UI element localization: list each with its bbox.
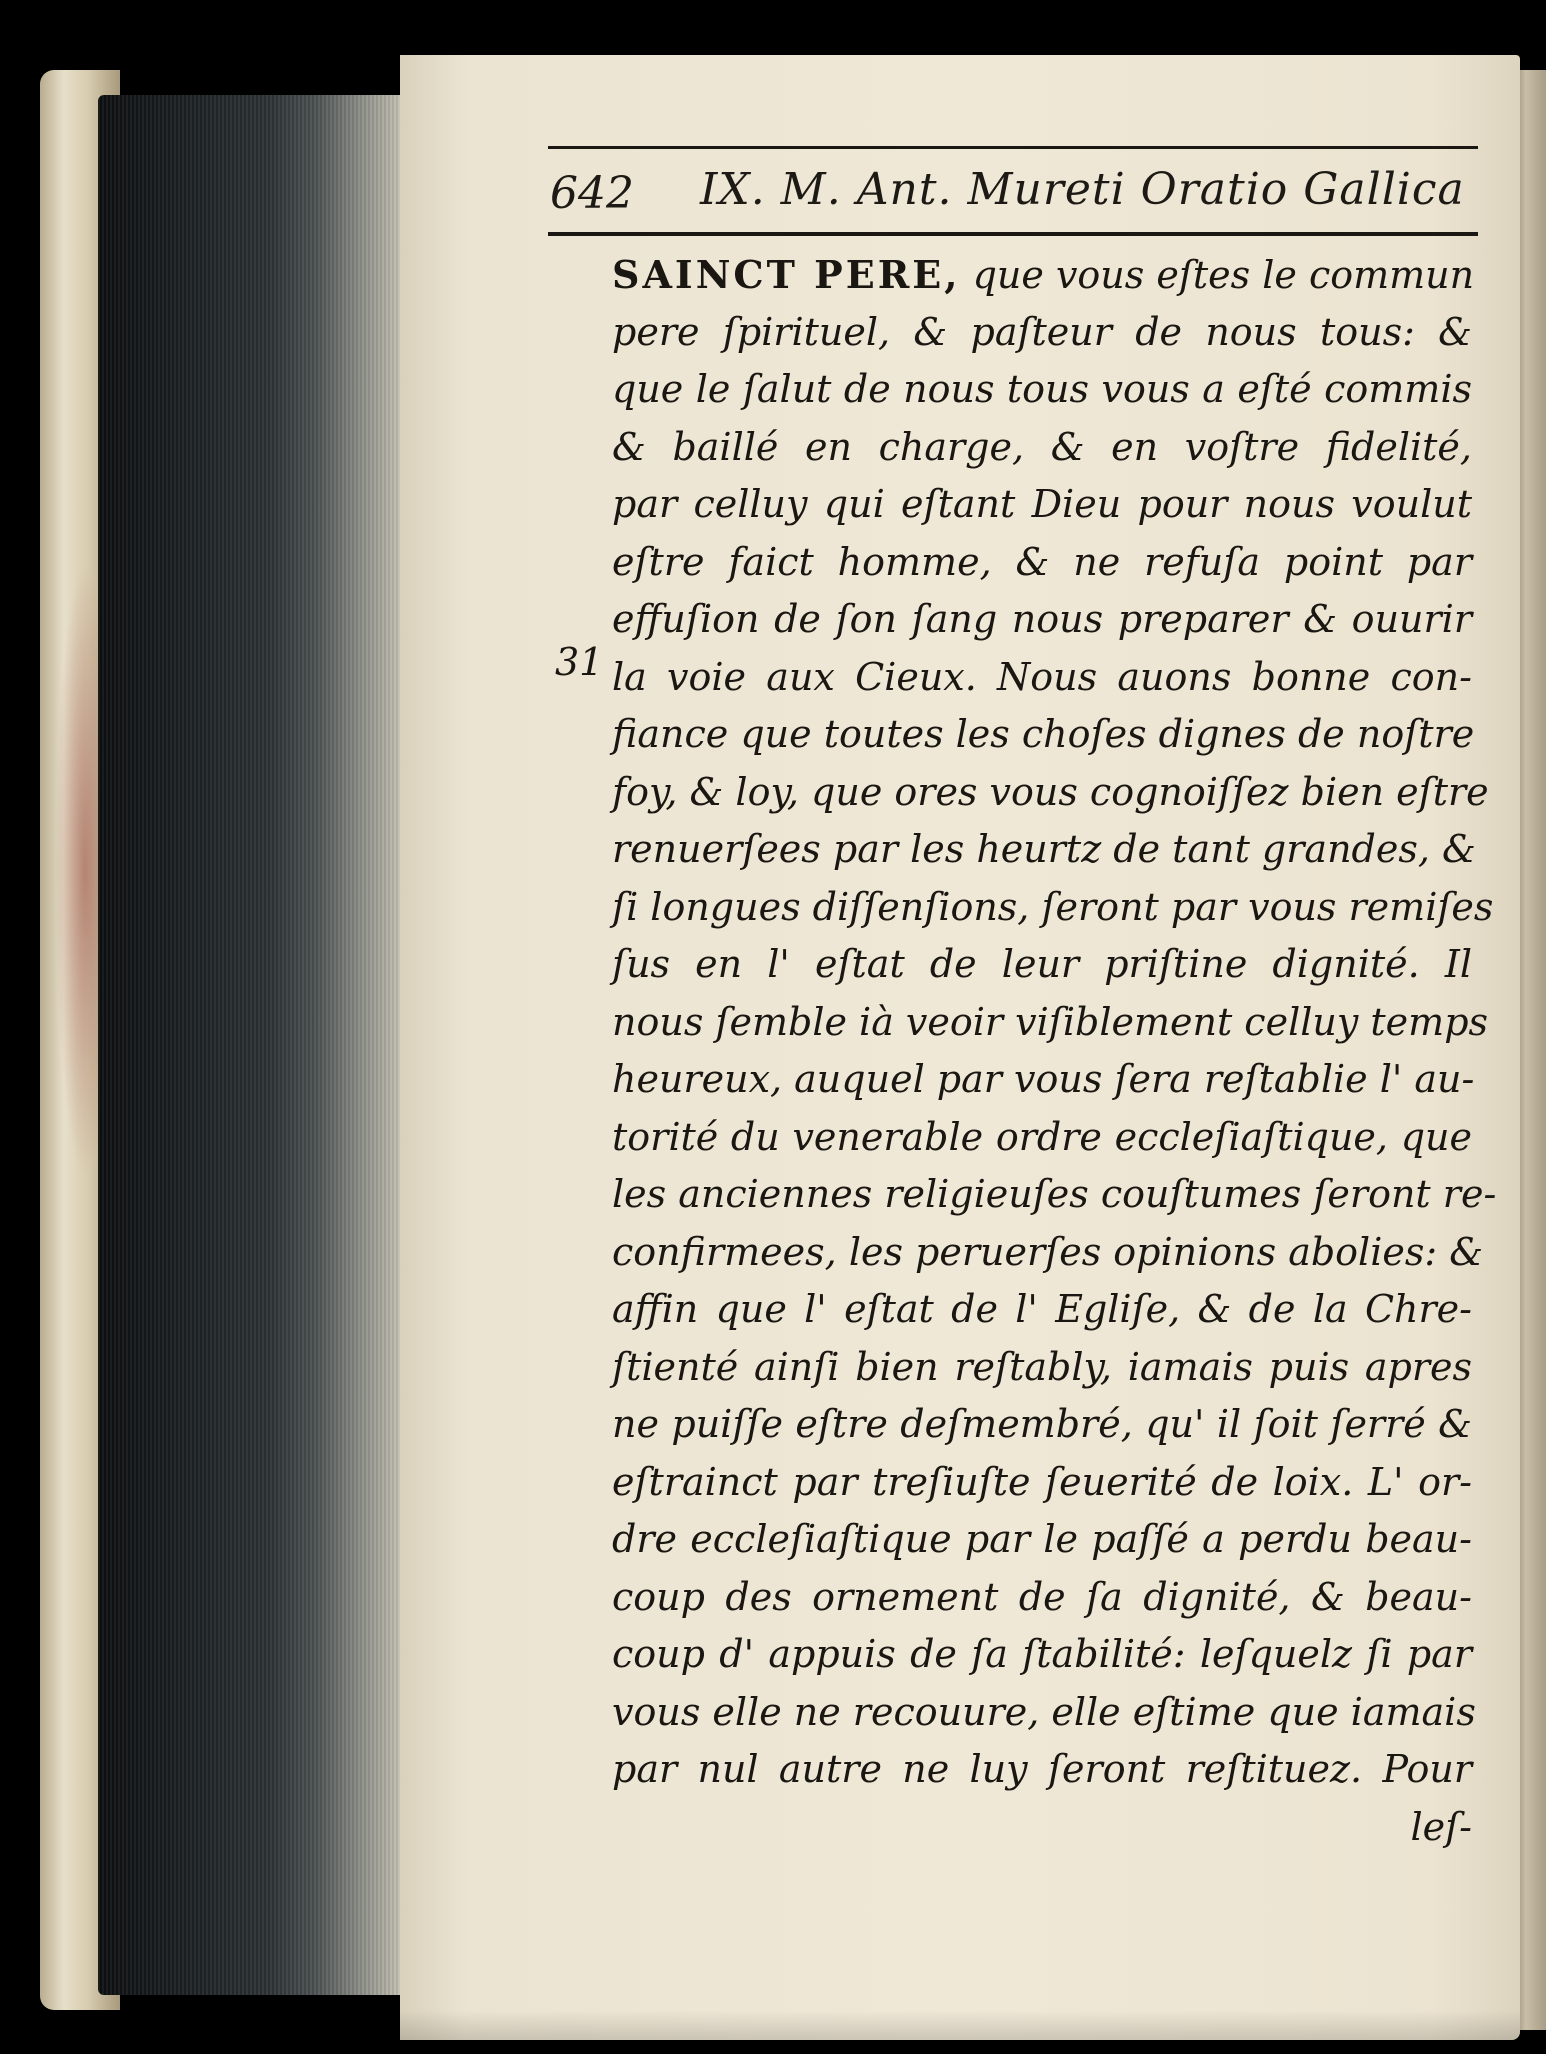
text-line: & baillé en charge, & en voſtre fidelité, <box>612 424 1472 469</box>
text-line: renuerſees par les heurtz de tant grandes, & <box>612 827 1476 871</box>
text-line: coup d' appuis de ſa ſtabilité: leſquelz ſi par <box>612 1632 1472 1676</box>
text-line: nous ſemble ià veoir viſiblement celluy temps <box>612 999 1489 1044</box>
text-line: eſtrainct par treſiuſte ſeuerité de loix. L' or- <box>612 1459 1472 1504</box>
header-rule-bottom <box>548 232 1478 236</box>
text-line: coup des ornement de ſa dignité, & beau- <box>612 1574 1472 1619</box>
text-line: heureux, auquel par vous ſera reſtablie l' au- <box>612 1057 1475 1101</box>
body-text <box>612 246 1497 1856</box>
text-line: ne puiſſe eſtre deſmembré, qu' il ſoit ſerré & <box>612 1402 1472 1446</box>
catchword: leſ- <box>1410 1804 1472 1849</box>
text-line: les anciennes religieuſes couſtumes ſeront re- <box>612 1172 1497 1216</box>
text-line: pere ſpirituel, & paſteur de nous tous: & <box>612 309 1472 354</box>
text-line: la voie aux Cieux. Nous auons bonne con- <box>612 654 1472 699</box>
text-line: torité du venerable ordre eccleſiaſtique, que <box>612 1114 1472 1159</box>
page-number: 642 <box>550 168 634 219</box>
running-head: IX. M. Ant. Mureti Oratio Gallica <box>700 164 1465 215</box>
text-line: eſtre faict homme, & ne refuſa point par <box>612 539 1472 584</box>
text-line: confirmees, les peruerſes opinions abolies: & <box>612 1229 1484 1274</box>
text-line: dre eccleſiaſtique par le paſſé a perdu beau- <box>612 1517 1472 1561</box>
text-line: effuſion de ſon ſang nous preparer & ouurir <box>612 597 1472 641</box>
text-line: affin que l' eſtat de l' Egliſe, & de la Chre- <box>612 1287 1472 1331</box>
header-rule-top <box>548 146 1478 149</box>
small-caps-lead: SAINCT PERE, <box>612 252 961 297</box>
text-line: par nul autre ne luy ſeront reſtituez. Pour <box>612 1747 1472 1791</box>
marginal-number: 31 <box>555 640 604 684</box>
page-shadow <box>400 2010 1520 2040</box>
text-line: vous elle ne recouure, elle eſtime que iamais <box>612 1689 1476 1734</box>
text-line: SAINCT PERE, que vous eſtes le commun <box>612 252 1475 297</box>
text-line: ſus en l' eſtat de leur priſtine dignité. Il <box>612 942 1472 986</box>
text-line: par celluy qui eſtant Dieu pour nous voulut <box>612 482 1472 526</box>
page-edges <box>98 95 408 1995</box>
text-line: fiance que toutes les choſes dignes de noſtre <box>612 712 1475 756</box>
text-line: ſtienté ainſi bien reſtably, iamais puis apres <box>612 1344 1472 1389</box>
text-line: ſi longues diſſenſions, ſeront par vous remiſes <box>612 884 1494 929</box>
text-line: foy, & loy, que ores vous cognoiſſez bien eſtre <box>612 769 1489 814</box>
text-line: que le ſalut de nous tous vous a eſté commis <box>612 367 1472 411</box>
